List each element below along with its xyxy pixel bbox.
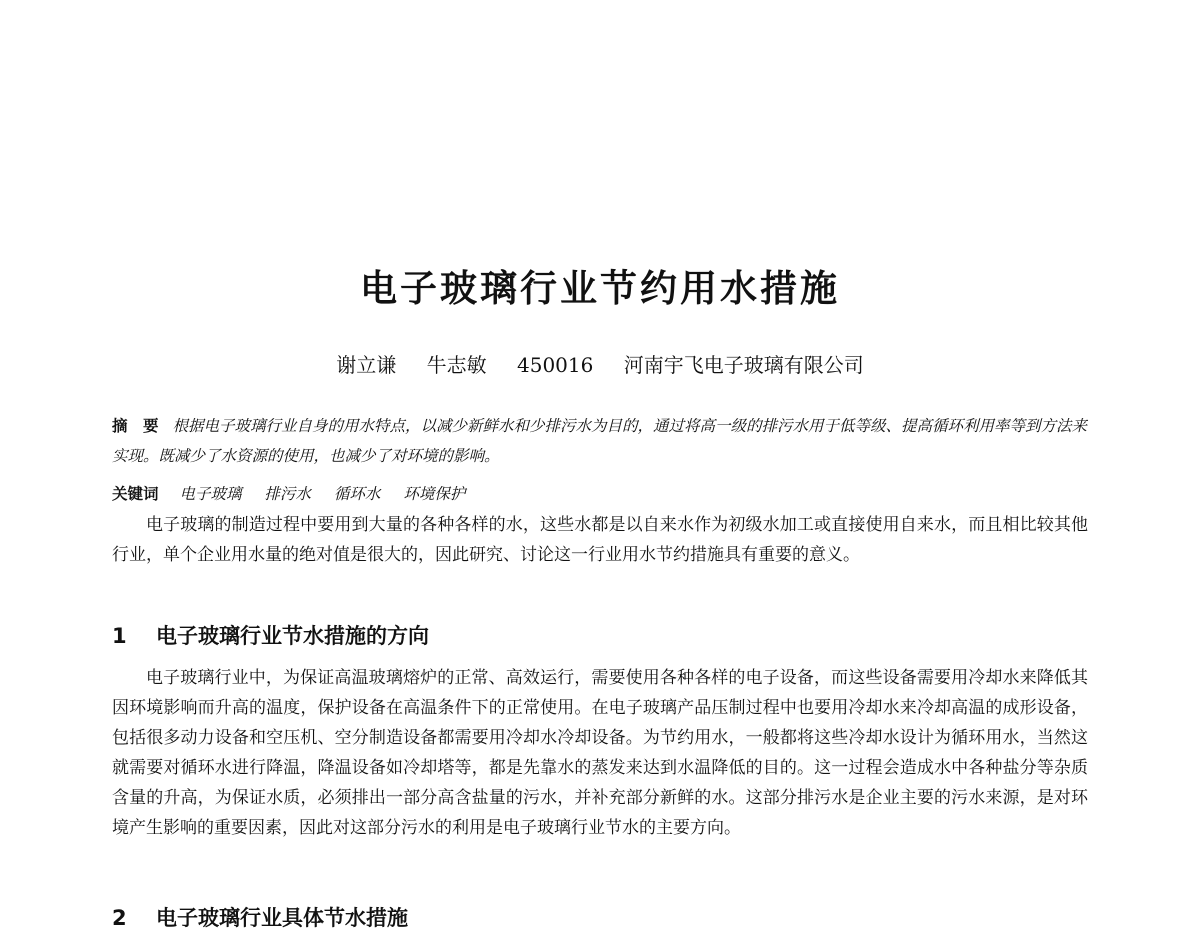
paper-title: 电子玻璃行业节约用水措施	[360, 267, 840, 310]
section-title-1: 电子玻璃行业节水措施的方向	[156, 624, 429, 648]
keywords-label: 关键词	[112, 485, 159, 503]
section-title-2: 电子玻璃行业具体节水措施	[156, 906, 408, 930]
author-name-2: 牛志敏	[426, 353, 487, 377]
intro-paragraph: 电子玻璃的制造过程中要用到大量的各种各样的水，这些水都是以自来水作为初级水加工或直接使用自来水，而且相比较其他行业，单个企业用水量的绝对值是很大的，因此研究、讨论这一行业用水节约措施具有重要的意义。	[112, 515, 1088, 565]
affiliation: 河南宇飞电子玻璃有限公司	[623, 353, 864, 377]
author-line	[0, 349, 1200, 378]
keywords	[112, 481, 1088, 507]
author-name-1: 谢立谦	[336, 353, 397, 377]
abstract	[112, 411, 1088, 471]
keyword-2: 排污水	[264, 485, 311, 503]
postcode: 450016	[517, 353, 594, 377]
section-number-1: 1	[112, 624, 127, 648]
keyword-3: 循环水	[333, 485, 381, 503]
keyword-1: 电子玻璃	[179, 485, 242, 503]
abstract-label: 摘 要	[112, 417, 159, 435]
section-heading-1	[112, 620, 1088, 650]
abstract-text: 根据电子玻璃行业自身的用水特点，以减少新鲜水和少排污水为目的，通过将高一级的排污水用于低等级、提高循环利用率等到方法来实现。既减少了水资源的使用，也减少了对环境的影响。	[112, 417, 1088, 465]
keyword-4: 环境保护	[403, 485, 466, 503]
section-1-paragraph: 电子玻璃行业中，为保证高温玻璃熔炉的正常、高效运行，需要使用各种各样的电子设备，而这些设备需要用冷却水来降低其因环境影响而升高的温度，保护设备在高温条件下的正常使用。在电子玻璃产品压制过程中也要用冷却水来冷却高温的成形设备，包括很多动力设备和空压机、空分制造设备都需要用冷却水冷却设备。为节约用水，一般都将这些冷却水设计为循环用水，当然这就需要对循环水进行降温，降温设备如冷却塔等，都是先靠水的蒸发来达到水温降低的目的。这一过程会造成水中各种盐分等杂质含量的升高，为保证水质，必须排出一部分高含盐量的污水，并补充部分新鲜的水。这部分排污水是企业主要的污水来源，是对环境产生影响的重要因素，因此对这部分污水的利用是电子玻璃行业节水的主要方向。	[112, 668, 1088, 838]
section-number-2: 2	[112, 906, 127, 930]
section-heading-2	[112, 902, 1088, 932]
